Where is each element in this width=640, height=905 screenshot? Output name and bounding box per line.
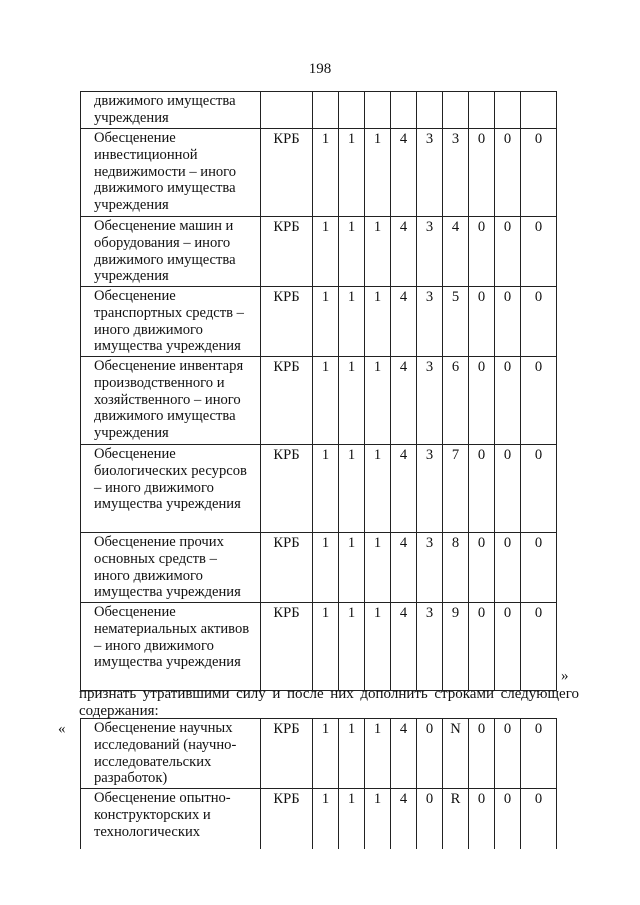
account-code-digit-cell: 1 xyxy=(313,719,339,789)
account-code-digit-cell: 0 xyxy=(469,789,495,849)
account-code-digit-cell: 0 xyxy=(521,287,557,357)
account-code-digit-cell: 4 xyxy=(391,217,417,287)
account-code-digit-cell: 1 xyxy=(313,789,339,849)
account-code-digit-cell: 0 xyxy=(469,287,495,357)
table-row xyxy=(81,719,557,789)
account-code-digit-cell: 4 xyxy=(391,357,417,445)
row-name-cell: Обесценение прочих основных средств – иного движимого имущества учреждения xyxy=(81,533,261,603)
account-code-digit-cell: 1 xyxy=(365,719,391,789)
table-row xyxy=(81,445,557,533)
account-code-digit-cell: 0 xyxy=(469,533,495,603)
row-name-cell: Обесценение научных исследований (научно-исследовательских разработок) xyxy=(81,719,261,789)
account-code-digit-cell: N xyxy=(443,719,469,789)
account-code-digit-cell: 1 xyxy=(313,287,339,357)
account-code-digit-cell: 0 xyxy=(495,357,521,445)
row-name-cell: Обесценение машин и оборудования – иного движимого имущества учреждения xyxy=(81,217,261,287)
account-code-digit-cell: 0 xyxy=(469,603,495,691)
account-code-digit-cell: 4 xyxy=(391,445,417,533)
account-code-digit-cell: 3 xyxy=(417,287,443,357)
account-code-digit-cell xyxy=(521,92,557,129)
account-code-digit-cell: 1 xyxy=(313,129,339,217)
account-code-digit-cell: 1 xyxy=(339,445,365,533)
row-name-cell: Обесценение нематериальных активов – иного движимого имущества учреждения xyxy=(81,603,261,691)
account-code-digit-cell: 0 xyxy=(495,719,521,789)
table-row xyxy=(81,287,557,357)
row-source-cell: КРБ xyxy=(261,129,313,217)
row-source-cell: КРБ xyxy=(261,217,313,287)
account-code-digit-cell: 3 xyxy=(417,445,443,533)
account-code-digit-cell: 4 xyxy=(391,129,417,217)
row-source-cell: КРБ xyxy=(261,445,313,533)
account-code-digit-cell: 3 xyxy=(417,129,443,217)
account-code-digit-cell: 3 xyxy=(417,603,443,691)
account-code-digit-cell xyxy=(339,92,365,129)
account-code-digit-cell: 1 xyxy=(313,357,339,445)
account-code-digit-cell: 1 xyxy=(339,357,365,445)
row-name-cell: Обесценение опытно-конструкторских и технологических xyxy=(81,789,261,849)
account-code-digit-cell: 1 xyxy=(339,789,365,849)
table-row xyxy=(81,217,557,287)
account-code-digit-cell: 1 xyxy=(313,445,339,533)
amendment-paragraph: признать утратившими силу и после них дополнить строками следующего содержания: xyxy=(79,686,579,719)
account-code-digit-cell: 4 xyxy=(391,719,417,789)
account-code-digit-cell xyxy=(495,92,521,129)
account-code-digit-cell xyxy=(365,92,391,129)
account-code-digit-cell: 1 xyxy=(313,603,339,691)
row-source-cell xyxy=(261,92,313,129)
account-code-digit-cell: 1 xyxy=(339,129,365,217)
account-code-digit-cell: 0 xyxy=(521,129,557,217)
account-code-digit-cell: 0 xyxy=(495,129,521,217)
row-name-cell: движимого имущества учреждения xyxy=(81,92,261,129)
account-code-digit-cell: 4 xyxy=(391,287,417,357)
account-code-digit-cell: 0 xyxy=(495,603,521,691)
account-code-digit-cell: 0 xyxy=(521,357,557,445)
account-code-digit-cell: 7 xyxy=(443,445,469,533)
account-code-digit-cell: 1 xyxy=(365,129,391,217)
account-code-digit-cell: 3 xyxy=(443,129,469,217)
account-code-digit-cell: 0 xyxy=(495,287,521,357)
account-code-digit-cell: 0 xyxy=(495,533,521,603)
account-code-digit-cell xyxy=(469,92,495,129)
account-code-digit-cell: 6 xyxy=(443,357,469,445)
account-code-digit-cell: 0 xyxy=(417,789,443,849)
account-code-digit-cell: 1 xyxy=(313,217,339,287)
table-row xyxy=(81,357,557,445)
account-code-digit-cell: 0 xyxy=(495,789,521,849)
account-code-digit-cell: 1 xyxy=(365,357,391,445)
account-code-digit-cell: 1 xyxy=(365,217,391,287)
account-code-digit-cell: 0 xyxy=(469,129,495,217)
account-code-digit-cell: 3 xyxy=(417,533,443,603)
account-code-digit-cell: 0 xyxy=(469,445,495,533)
account-code-digit-cell: 0 xyxy=(521,217,557,287)
account-code-digit-cell: 1 xyxy=(365,287,391,357)
row-source-cell: КРБ xyxy=(261,603,313,691)
account-code-digit-cell: 0 xyxy=(521,533,557,603)
account-code-digit-cell: 0 xyxy=(469,719,495,789)
table-row xyxy=(81,533,557,603)
account-code-digit-cell xyxy=(417,92,443,129)
account-code-digit-cell: 4 xyxy=(391,789,417,849)
row-name-cell: Обесценение инвестиционной недвижимости – иного движимого имущества учреждения xyxy=(81,129,261,217)
account-code-digit-cell: 1 xyxy=(365,533,391,603)
account-code-digit-cell: 0 xyxy=(417,719,443,789)
page-number: 198 xyxy=(308,61,332,77)
account-code-digit-cell xyxy=(391,92,417,129)
account-code-digit-cell: 4 xyxy=(391,603,417,691)
account-code-digit-cell: 0 xyxy=(521,719,557,789)
table-row xyxy=(81,92,557,129)
account-code-digit-cell: 1 xyxy=(365,789,391,849)
opening-quote: « xyxy=(58,721,66,737)
account-code-digit-cell: 3 xyxy=(417,357,443,445)
account-code-digit-cell: 1 xyxy=(339,719,365,789)
account-code-digit-cell: 0 xyxy=(521,789,557,849)
account-code-digit-cell: R xyxy=(443,789,469,849)
account-code-digit-cell: 3 xyxy=(417,217,443,287)
account-code-digit-cell: 1 xyxy=(339,217,365,287)
account-code-digit-cell xyxy=(443,92,469,129)
account-code-digit-cell: 0 xyxy=(469,357,495,445)
account-code-digit-cell: 1 xyxy=(339,533,365,603)
closing-quote: » xyxy=(561,668,569,684)
account-code-digit-cell: 1 xyxy=(365,445,391,533)
account-code-digit-cell: 0 xyxy=(495,217,521,287)
row-source-cell: КРБ xyxy=(261,357,313,445)
account-code-digit-cell: 4 xyxy=(391,533,417,603)
table-row xyxy=(81,129,557,217)
table-row xyxy=(81,603,557,691)
row-source-cell: КРБ xyxy=(261,719,313,789)
account-code-digit-cell: 0 xyxy=(469,217,495,287)
row-source-cell: КРБ xyxy=(261,789,313,849)
account-code-digit-cell: 1 xyxy=(365,603,391,691)
account-code-digit-cell: 8 xyxy=(443,533,469,603)
account-code-digit-cell: 1 xyxy=(339,603,365,691)
accounts-table-new-rows xyxy=(80,718,557,849)
row-name-cell: Обесценение биологических ресурсов – иного движимого имущества учреждения xyxy=(81,445,261,533)
account-code-digit-cell: 9 xyxy=(443,603,469,691)
account-code-digit-cell: 5 xyxy=(443,287,469,357)
account-code-digit-cell xyxy=(313,92,339,129)
account-code-digit-cell: 1 xyxy=(313,533,339,603)
row-name-cell: Обесценение инвентаря производственного и хозяйственного – иного движимого имущества учреждения xyxy=(81,357,261,445)
row-source-cell: КРБ xyxy=(261,533,313,603)
account-code-digit-cell: 0 xyxy=(495,445,521,533)
account-code-digit-cell: 0 xyxy=(521,445,557,533)
accounts-table-continued xyxy=(80,91,557,691)
row-name-cell: Обесценение транспортных средств – иного движимого имущества учреждения xyxy=(81,287,261,357)
account-code-digit-cell: 1 xyxy=(339,287,365,357)
row-source-cell: КРБ xyxy=(261,287,313,357)
account-code-digit-cell: 0 xyxy=(521,603,557,691)
table-row xyxy=(81,789,557,849)
account-code-digit-cell: 4 xyxy=(443,217,469,287)
